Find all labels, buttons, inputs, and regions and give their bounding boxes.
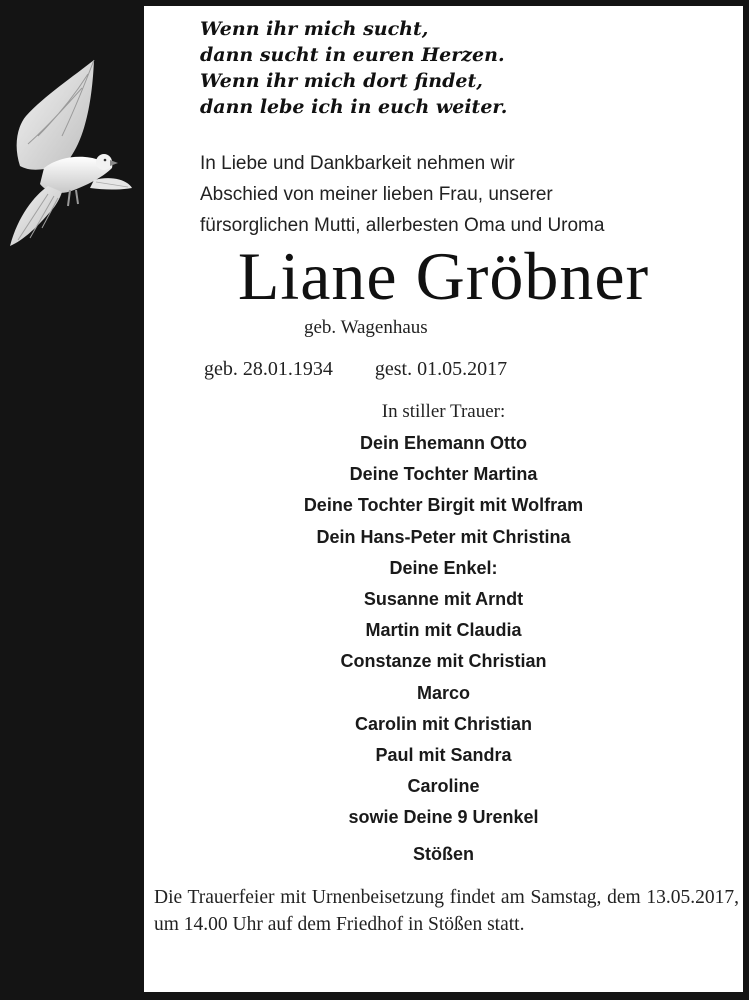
mourners-list <box>144 428 743 834</box>
intro-line: fürsorglichen Mutti, allerbesten Oma und Uroma <box>200 215 605 236</box>
place-name: Stößen <box>413 844 474 864</box>
poem-line: dann lebe ich in euch weiter. <box>200 96 508 118</box>
mourner: Constanze mit Christian <box>340 651 547 672</box>
mourner: Caroline <box>407 776 480 797</box>
mourner: Deine Tochter Martina <box>349 464 538 485</box>
intro-line: Abschied von meiner lieben Frau, unserer <box>200 184 553 205</box>
poem-line: dann sucht in euren Herzen. <box>200 44 505 66</box>
intro-line: In Liebe und Dankbarkeit nehmen wir <box>200 153 515 174</box>
mourner: sowie Deine 9 Urenkel <box>348 807 539 828</box>
mourner: Susanne mit Arndt <box>363 589 524 610</box>
mourner: Dein Hans-Peter mit Christina <box>316 526 571 547</box>
funeral-info: Die Trauerfeier mit Urnenbeisetzung findet am Samstag, dem 13.05.2017, um 14.00 Uhr auf dem Friedhof in Stößen statt. <box>154 887 739 935</box>
mourners-title: In stiller Trauer: <box>381 401 506 422</box>
poem-line: Wenn ihr mich sucht, <box>200 18 429 40</box>
death-date: gest. 01.05.2017 <box>374 358 508 380</box>
life-dates <box>204 358 507 381</box>
mourner: Deine Enkel: <box>389 557 498 578</box>
mourner: Marco <box>416 682 470 703</box>
poem <box>200 16 507 120</box>
obituary-notice <box>144 6 743 992</box>
mourner: Paul mit Sandra <box>375 745 512 766</box>
poem-line: Wenn ihr mich dort findet, <box>200 70 483 92</box>
mourner: Carolin mit Christian <box>354 713 533 734</box>
mourner: Dein Ehemann Otto <box>359 433 527 453</box>
dove-icon <box>4 56 138 256</box>
mourner: Martin mit Claudia <box>365 620 522 641</box>
mourner: Deine Tochter Birgit mit Wolfram <box>303 495 584 516</box>
deceased-name: Liane Gröbner <box>237 238 650 314</box>
birth-date: geb. 28.01.1934 <box>204 358 333 380</box>
intro-text <box>200 148 604 241</box>
maiden-name: geb. Wagenhaus <box>304 317 428 338</box>
